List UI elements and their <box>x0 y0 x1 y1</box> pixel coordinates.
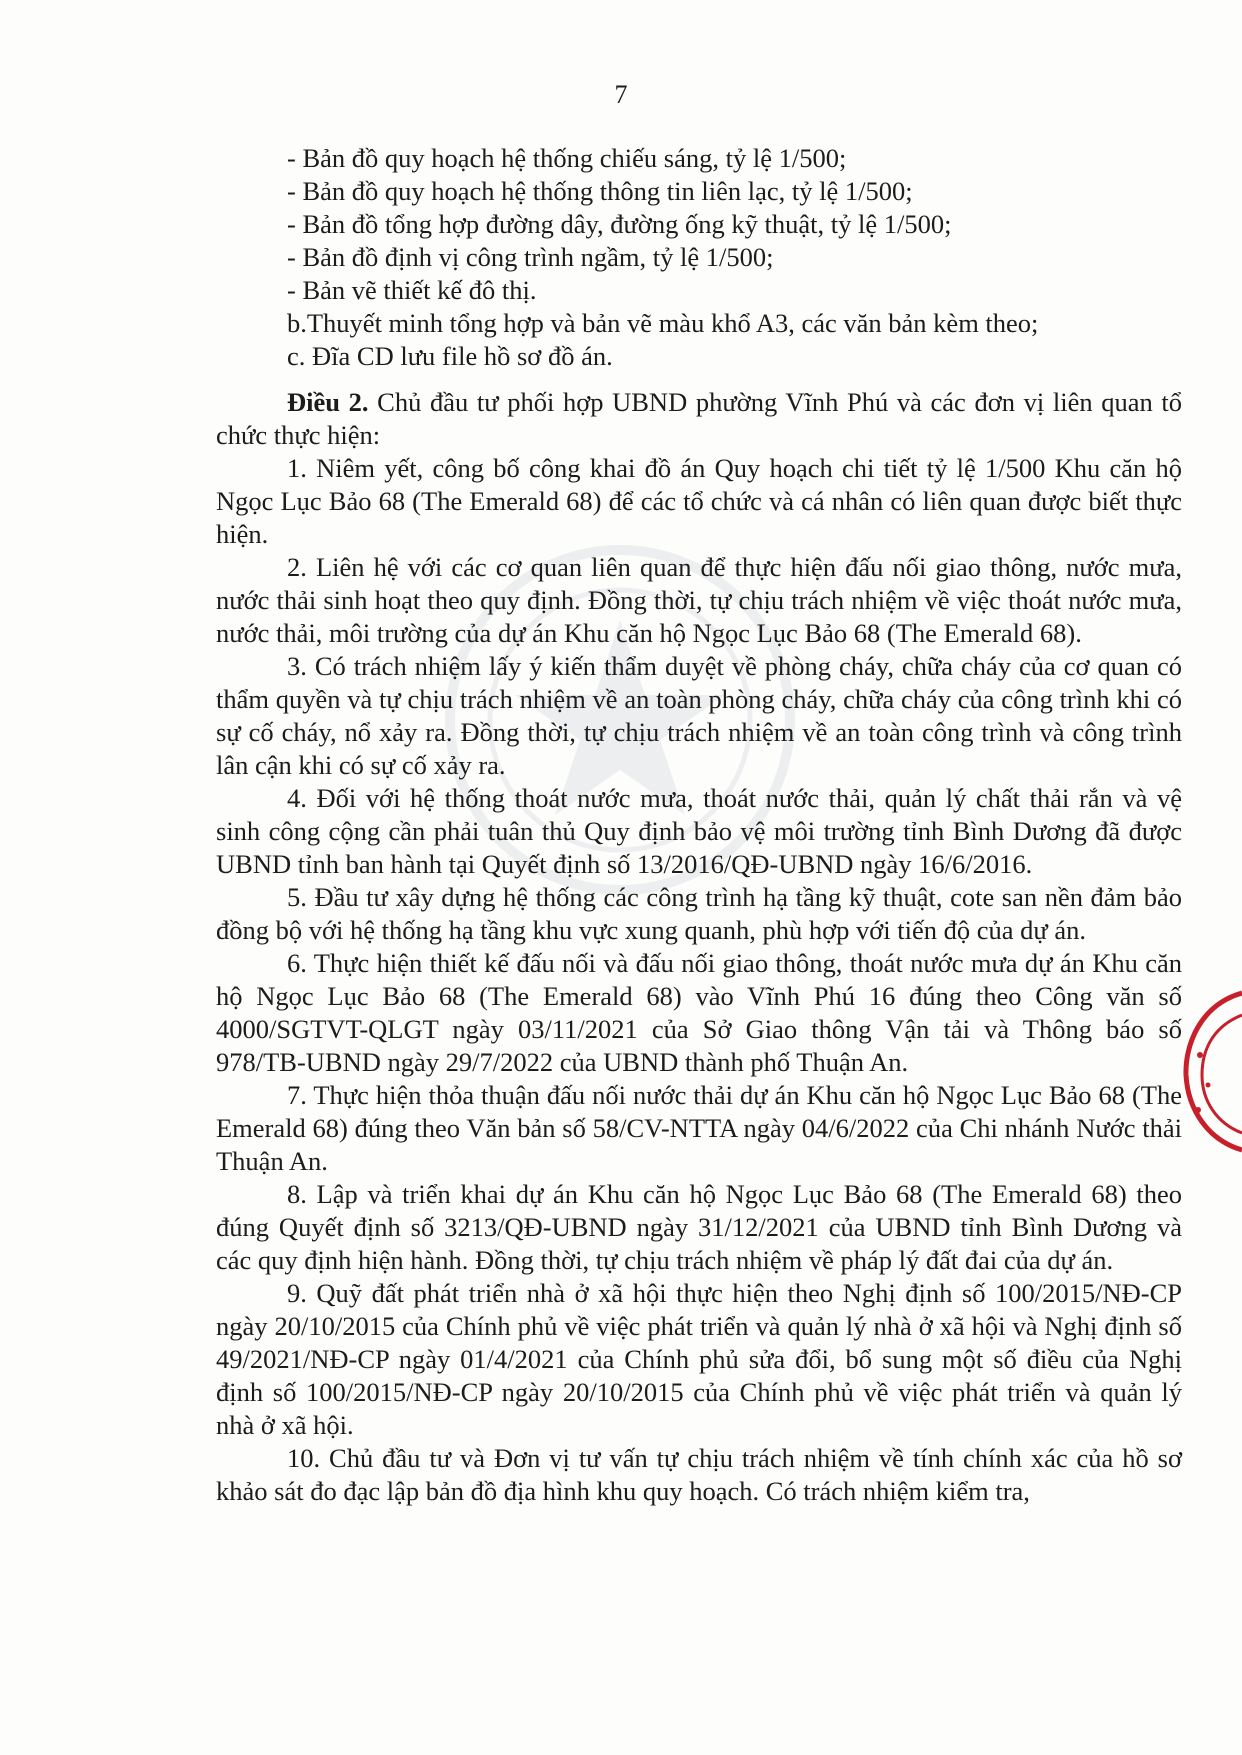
document-body <box>216 142 1182 1508</box>
clause-paragraph: 9. Quỹ đất phát triển nhà ở xã hội thực hiện theo Nghị định số 100/2015/NĐ-CP ngày 20/10/2015 của Chính phủ về việc phát triển và quản lý nhà ở xã hội và Nghị định số 49/2021/NĐ-CP ngày 01/4/2021 của Chính phủ sửa đổi, bổ sung một số điều của Nghị định số 100/2015/NĐ-CP ngày 20/10/2015 của Chính phủ về việc phát triển và quản lý nhà ở xã hội. <box>216 1278 1182 1440</box>
list-item: - Bản đồ định vị công trình ngầm, tỷ lệ 1/500; <box>287 242 774 272</box>
clause-paragraph: 10. Chủ đầu tư và Đơn vị tư vấn tự chịu trách nhiệm về tính chính xác của hồ sơ khảo sát đo đạc lập bản đồ địa hình khu quy hoạch. Có trách nhiệm kiểm tra, <box>216 1443 1182 1506</box>
clause-paragraph: 6. Thực hiện thiết kế đấu nối và đấu nối giao thông, thoát nước mưa dự án Khu căn hộ Ngọc Lục Bảo 68 (The Emerald 68) vào Vĩnh Phú 16 đúng theo Công văn số 4000/SGTVT-QLGT ngày 03/11/2021 của Sở Giao thông Vận tải và Thông báo số 978/TB-UBND ngày 29/7/2022 của UBND thành phố Thuận An. <box>216 948 1182 1077</box>
clause-paragraph: 8. Lập và triển khai dự án Khu căn hộ Ngọc Lục Bảo 68 (The Emerald 68) theo đúng Quyết định số 3213/QĐ-UBND ngày 31/12/2021 của UBND tỉnh Bình Dương và các quy định hiện hành. Đồng thời, tự chịu trách nhiệm về pháp lý đất đai của dự án. <box>216 1179 1182 1275</box>
list-item: - Bản đồ quy hoạch hệ thống chiếu sáng, tỷ lệ 1/500; <box>287 143 847 173</box>
clause-paragraph: 3. Có trách nhiệm lấy ý kiến thẩm duyệt về phòng cháy, chữa cháy của cơ quan có thẩm quyền và tự chịu trách nhiệm về an toàn phòng cháy, chữa cháy của công trình khi có sự cố cháy, nổ xảy ra. Đồng thời, tự chịu trách nhiệm về an toàn công trình và công trình lân cận khi có sự cố xảy ra. <box>216 651 1182 780</box>
page-number: 7 <box>614 80 628 109</box>
article-heading: Điều 2. <box>287 387 369 417</box>
list-item: - Bản đồ quy hoạch hệ thống thông tin liên lạc, tỷ lệ 1/500; <box>287 176 913 206</box>
list-item: b.Thuyết minh tổng hợp và bản vẽ màu khổ A3, các văn bản kèm theo; <box>287 308 1039 338</box>
clause-paragraph: 5. Đầu tư xây dựng hệ thống các công trình hạ tầng kỹ thuật, cote san nền đảm bảo đồng bộ với hệ thống hạ tầng khu vực xung quanh, phù hợp với tiến độ của dự án. <box>216 882 1182 945</box>
article-intro: Chủ đầu tư phối hợp UBND phường Vĩnh Phú và các đơn vị liên quan tổ chức thực hiện: <box>216 387 1182 450</box>
red-stamp-fragment <box>1180 985 1242 1155</box>
article-2-paragraph <box>216 386 1182 452</box>
list-item: c. Đĩa CD lưu file hồ sơ đồ án. <box>287 341 613 371</box>
list-item: - Bản đồ tổng hợp đường dây, đường ống kỹ thuật, tỷ lệ 1/500; <box>287 209 952 239</box>
clause-paragraph: 7. Thực hiện thỏa thuận đấu nối nước thải dự án Khu căn hộ Ngọc Lục Bảo 68 (The Emerald 68) đúng theo Văn bản số 58/CV-NTTA ngày 04/6/2022 của Chi nhánh Nước thải Thuận An. <box>216 1080 1182 1176</box>
list-item: - Bản vẽ thiết kế đô thị. <box>287 275 537 305</box>
clause-paragraph: 2. Liên hệ với các cơ quan liên quan để thực hiện đấu nối giao thông, nước mưa, nước thải sinh hoạt theo quy định. Đồng thời, tự chịu trách nhiệm về việc thoát nước mưa, nước thải, môi trường của dự án Khu căn hộ Ngọc Lục Bảo 68 (The Emerald 68). <box>216 552 1182 648</box>
clause-paragraph: 1. Niêm yết, công bố công khai đồ án Quy hoạch chi tiết tỷ lệ 1/500 Khu căn hộ Ngọc Lục Bảo 68 (The Emerald 68) để các tổ chức và cá nhân có liên quan được biết thực hiện. <box>216 453 1182 549</box>
clause-paragraph: 4. Đối với hệ thống thoát nước mưa, thoát nước thải, quản lý chất thải rắn và vệ sinh công cộng cần phải tuân thủ Quy định bảo vệ môi trường tỉnh Bình Dương đã được UBND tỉnh ban hành tại Quyết định số 13/2016/QĐ-UBND ngày 16/6/2016. <box>216 783 1182 879</box>
